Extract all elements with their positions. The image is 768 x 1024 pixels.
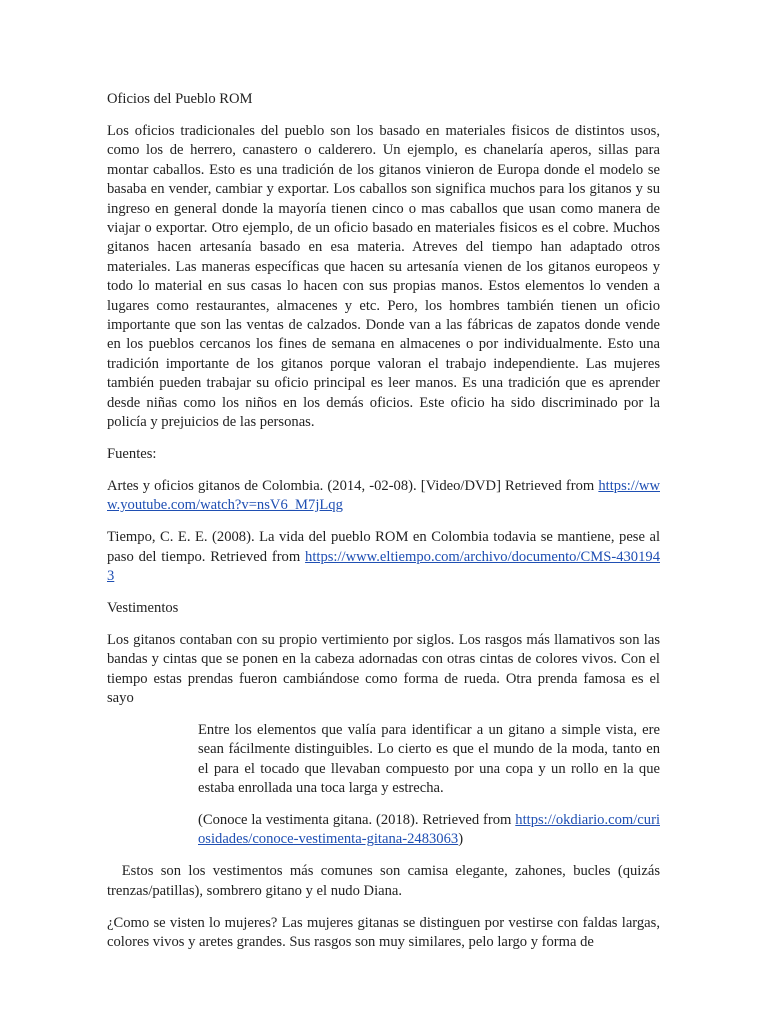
source-2-text: Tiempo, C. E. E. (2008). La vida del pueblo ROM en Colombia todavia se mantiene, pese al paso del tiempo. Retrieved from <box>107 529 660 565</box>
document-page <box>107 90 660 965</box>
paragraph-women-dress: ¿Como se visten lo mujeres? Las mujeres gitanas se distinguen por vestirse con faldas largas, colores vivos y aretes grandes. Sus rasgos son muy similares, pelo largo y forma de <box>107 914 660 951</box>
source-1-link[interactable]: https://www.youtube.com/watch?v=nsV6_M7jLqg <box>107 477 660 514</box>
paragraph-oficios: Los oficios tradicionales del pueblo son los basado en materiales fisicos de distintos usos, como los de herrero, canastero o calderero. Un ejemplo, es chanelaría aperos, sillas para montar caballos. Esto es una tradición de los gitanos vinieron de Europa donde el modelo se basaba en vender, cambiar y exportar. Los caballos son significa muchos para los gitanos y su ingreso en general donde la mayoría tienen cinco o mas caballos que usan como manera de viajar o exportar. Otro ejemplo, de un oficio basado en materiales fisicos es el cobre. Muchos gitanos hacen artesanía basado en esa materia. Atreves del tiempo han adaptado otros materiales. Las maneras específicas que hacen su artesanía vienen de los gitanos europeos y todo lo material en sus casas lo hacen con sus propias manos. Estos elementos lo venden a lugares como restaurantes, almacenes y etc. Pero, los hombres también tienen un oficio importante que son las ventas de calzados. Donde van a las fábricas de zapatos donde vende en los pueblos cercanos los fines de semana en almacenes o por individualmente. Esto una tradición importante de los gitanos porque valoran el trabajo independiente. Las mujeres también pueden trabajar su oficio principal es leer manos. Es una tradición que es aprender desde niñas como los niños en los demás oficios. Este oficio ha sido discriminado por la policía y prejuicios de las personas. <box>107 122 660 430</box>
source-entry-2 <box>107 528 660 586</box>
quote-citation-text: (Conoce la vestimenta gitana. (2018). Retrieved from <box>198 812 516 828</box>
quote-citation-link[interactable]: https://okdiario.com/curiosidades/conoce-vestimenta-gitana-2483063 <box>198 812 660 848</box>
quote-text: Entre los elementos que valía para identificar a un gitano a simple vista, ere sean fácilmente distinguibles. Lo cierto es que el mundo de la moda, tanto en el para el tocado que llevaban compuesto por una copa y un rollo en la que estaba enrollada una toca larga y estrecha. <box>198 721 660 797</box>
quote-citation-close: ) <box>458 831 464 848</box>
source-2-link[interactable]: https://www.eltiempo.com/archivo/documento/CMS-4301943 <box>107 548 660 584</box>
section-heading-vestimentos: Vestimentos <box>107 599 179 616</box>
paragraph-vestimentos: Los gitanos contaban con su propio vertimiento por siglos. Los rasgos más llamativos son las bandas y cintas que se ponen en la cabeza adornadas con otras cintas de colores vivos. Con el tiempo estas prendas fueron cambiándose como forma de rueda. Otra prenda famosa es el sayo <box>107 631 660 706</box>
source-entry-1 <box>107 477 660 516</box>
source-1-text: Artes y oficios gitanos de Colombia. (2014, -02-08). [Video/DVD] Retrieved from <box>107 477 599 494</box>
sources-heading: Fuentes: <box>107 445 157 462</box>
paragraph-common-garments <box>107 862 660 901</box>
block-quote <box>198 721 660 850</box>
document-title: Oficios del Pueblo ROM <box>107 91 253 107</box>
paragraph-common-garments-text: Estos son los vestimentos más comunes son camisa elegante, zahones, bucles (quizás trenzas/patillas), sombrero gitano y el nudo Diana. <box>107 863 661 899</box>
quote-citation <box>198 811 660 850</box>
